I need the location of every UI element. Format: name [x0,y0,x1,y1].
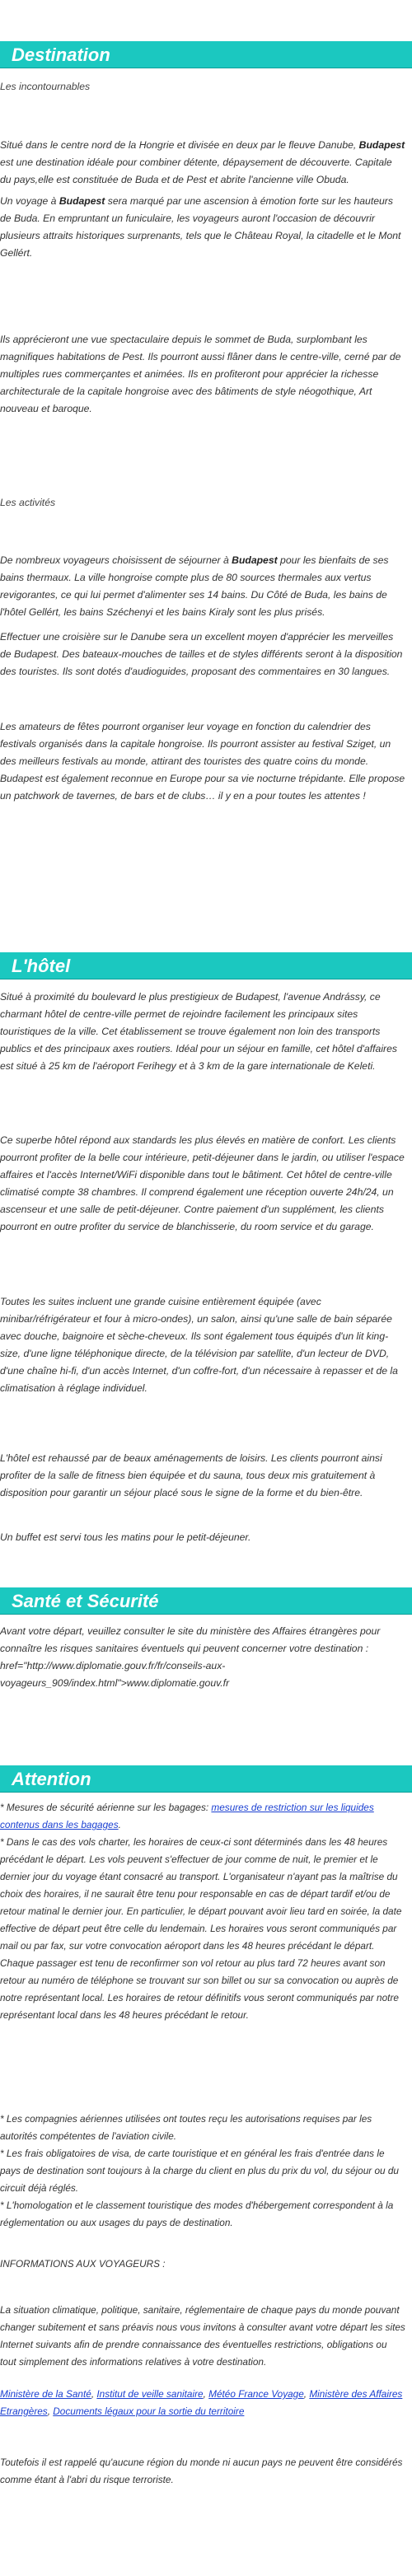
traveler-info-label: INFORMATIONS AUX VOYAGEURS : [0,2258,166,2270]
hotel-paragraph-1: Situé à proximité du boulevard le plus prestigieux de Budapest, l'avenue Andrássy, ce charmant hôtel de centre-ville permet de rejoindre facilement les principaux sites touristiques de la ville. Cet établissement se trouve également non loin des transports publics et des principaux axes routiers. Idéal pour un séjour en famille, cet hôtel d'affaires est situé à 25 km de l'aéroport Ferihegy et à 3 km de la gare internationale de Keleti. [0,991,397,1072]
attention-bullet-airlines: * Les compagnies aériennes utilisées ont toutes reçu les autorisations requises par les autorités compétentes de l'aviation civile. [0,2113,372,2142]
attention-bullet-luggage: * Mesures de sécurité aérienne sur les bagages: mesures de restriction sur les liquides contenus dans les bagages. [0,1802,374,1830]
health-safety-header [0,1587,412,1615]
activities-paragraph-1: De nombreux voyageurs choisissent de séjourner à Budapest pour les bienfaits de ses bains thermaux. La ville hongroise compte plus de 80 sources thermales aux vertus revigorantes, ce qui lui permet d'alimenter ses 14 bains. Du Côté de Buda, les bains de l'hôtel Gellért, les bains Széchenyi et les bains Kiraly sont les plus prisés. [0,554,389,618]
attention-bullet-fees: * Les frais obligatoires de visa, de carte touristique et en général les frais d'entrée dans le pays de destination sont toujours à la charge du client en plus du prix du vol, du séjour ou du circuit déjà réglés. [0,2148,399,2194]
liquids-restriction-link[interactable]: mesures de restriction sur les liquides contenus dans les bagages [0,1802,374,1830]
destination-paragraph-3: Ils apprécieront une vue spectaculaire depuis le sommet de Buda, surplombant les magnifiques habitations de Pest. Ils pourront aussi flâner dans le centre-ville, cerné par de multiples rues commerçantes et animées. Ils en profiteront pour apprécier la richesse architecturale de la capitale hongroise avec des bâtiments de style néogothique, Art nouveau et baroque. [0,334,401,414]
weather-travel-link[interactable]: Météo France Voyage [208,2388,304,2400]
destination-paragraph-2: Un voyage à Budapest sera marqué par une ascension à émotion forte sur les hauteurs de Buda. En empruntant un funiculaire, les voyageurs auront l'occasion de découvrir plusieurs attraits historiques surprenants, tels que le Château Royal, la citadelle et le Mont Gellért. [0,195,401,259]
attention-bullet-charter: * Dans le cas des vols charter, les horaires de ceux-ci sont déterminés dans les 48 heures précédant le départ. Les vols peuvent s'effectuer de jour comme de nuit, le premier et le dernier jour du voyage étant consacré au transport. L'organisateur n'ayant pas la maîtrise du choix des horaires, il ne saurait être tenu pour responsable en cas de départ tardif et/ou de retour matinal le dernier jour. En particulier, le départ pouvant avoir lieu tard en soirée, la date effective de départ peut être celle du lendemain. Les horaires vous seront communiqués par mail ou par fax, sur votre convocation aéroport dans les 48 heures précédant le départ. Chaque passager est tenu de reconfirmer son vol retour au plus tard 72 heures avant son retour au numéro de téléphone se trouvant sur son billet ou sur sa convocation ou auprès de notre représentant local. Les horaires de retour définitifs vous seront communiqués par notre représentant local dans les 48 heures précédant le retour. [0,1836,402,2021]
hotel-paragraph-5: Un buffet est servi tous les matins pour le petit-déjeuner. [0,1531,251,1543]
destination-header [0,41,412,68]
foreign-affairs-link[interactable]: Ministère des Affaires Etrangères [0,2388,403,2417]
useful-links: Ministère de la Santé, Institut de veille sanitaire, Météo France Voyage, Ministère des Affaires Etrangères, Documents légaux pour la sortie du territoire [0,2388,403,2417]
attention-title: Attention [12,1769,91,1789]
hotel-title: L'hôtel [12,956,71,976]
hotel-paragraph-3: Toutes les suites incluent une grande cuisine entièrement équipée (avec minibar/réfrigérateur et four à micro-ondes), un salon, ainsi qu'une salle de bain séparée avec douche, baignoire et sèche-cheveux. Ils sont également tous équipés d'un lit king-size, d'une ligne téléphonique directe, de la télévision par satellite, d'un lecteur de DVD, d'une chaîne hi-fi, d'un accès Internet, d'un coffre-fort, d'un nécessaire à repasser et de la climatisation à réglage individuel. [0,1296,398,1394]
attention-header [0,1765,412,1793]
destination-paragraph-1: Situé dans le centre nord de la Hongrie et divisée en deux par le fleuve Danube, Budapest est une destination idéale pour combiner détente, dépaysement de découverte. Capitale du pays,elle est constituée de Buda et de Pest et abrite l'ancienne ville Obuda. [0,139,405,185]
destination-title: Destination [12,44,110,65]
activities-paragraph-3: Les amateurs de fêtes pourront organiser leur voyage en fonction du calendrier des festivals organisés dans la capitale hongroise. Ils pourront assister au festival Sziget, un des meilleurs festivals au monde, attirant des touristes des quatre coins du monde. Budapest est également reconnue en Europe pour sa vie nocturne trépidante. Elle propose un patchwork de tavernes, de bars et de clubs… il y en a pour toutes les attentes ! [0,721,405,802]
traveler-info-paragraph: La situation climatique, politique, sanitaire, réglementaire de chaque pays du monde pouvant changer subitement et sans préavis nous vous invitons à consulter avant votre départ les sites Internet suivants afin de prendre connaissance des éventuelles restrictions, obligations ou tout simplement des informations relatives à votre destination. [0,2304,405,2368]
activities-paragraph-2: Effectuer une croisière sur le Danube sera un excellent moyen d'apprécier les merveilles de Budapest. Des bateaux-mouches de tailles et de styles différents seront à la disposition des touristes. Ils sont dotés d'audioguides, proposant des commentaires en 30 langues. [0,631,403,677]
health-safety-paragraph: Avant votre départ, veuillez consulter le site du ministère des Affaires étrangères pour connaître les risques sanitaires éventuels qui peuvent concerner votre destination : href="http://www.diplomatie.gouv.fr/fr/conseils-aux-voyageurs_909/index.html">www.diplomatie.gouv.fr [0,1625,381,1689]
attention-bullet-homologation: * L'homologation et le classement touristique des modes d'hébergement correspondent à la réglementation ou aux usages du pays de destination. [0,2200,394,2228]
hotel-header [0,952,412,979]
health-ministry-link[interactable]: Ministère de la Santé [0,2388,91,2400]
legal-documents-link[interactable]: Documents légaux pour la sortie du territoire [53,2405,245,2417]
activities-label: Les activités [0,497,56,508]
hotel-paragraph-4: L'hôtel est rehaussé par de beaux aménagements de loisirs. Les clients pourront ainsi profiter de la salle de fitness bien équipée et du sauna, tous deux mis gratuitement à disposition pour garantir un séjour placé sous le signe de la forme et du bien-être. [0,1452,382,1498]
health-safety-title: Santé et Sécurité [12,1591,159,1611]
health-watch-link[interactable]: Institut de veille sanitaire [96,2388,204,2400]
terrorism-notice: Toutefois il est rappelé qu'aucune région du monde ni aucun pays ne peuvent être considérés comme étant à l'abri du risque terroriste. [0,2457,403,2485]
destination-subtitle: Les incontournables [0,81,91,92]
hotel-paragraph-2: Ce superbe hôtel répond aux standards les plus élevés en matière de confort. Les clients pourront profiter de la belle cour intérieure, petit-déjeuner dans le jardin, ou utiliser l'espace affaires et l'accès Internet/WiFi disponible dans tout le bâtiment. Cet hôtel de centre-ville climatisé compte 38 chambres. Il comprend également une réception ouverte 24h/24, un ascenseur et une salle de petit-déjeuner. Contre paiement d'un supplément, les clients pourront en outre profiter du service de blanchisserie, du room service et du garage. [0,1134,405,1232]
